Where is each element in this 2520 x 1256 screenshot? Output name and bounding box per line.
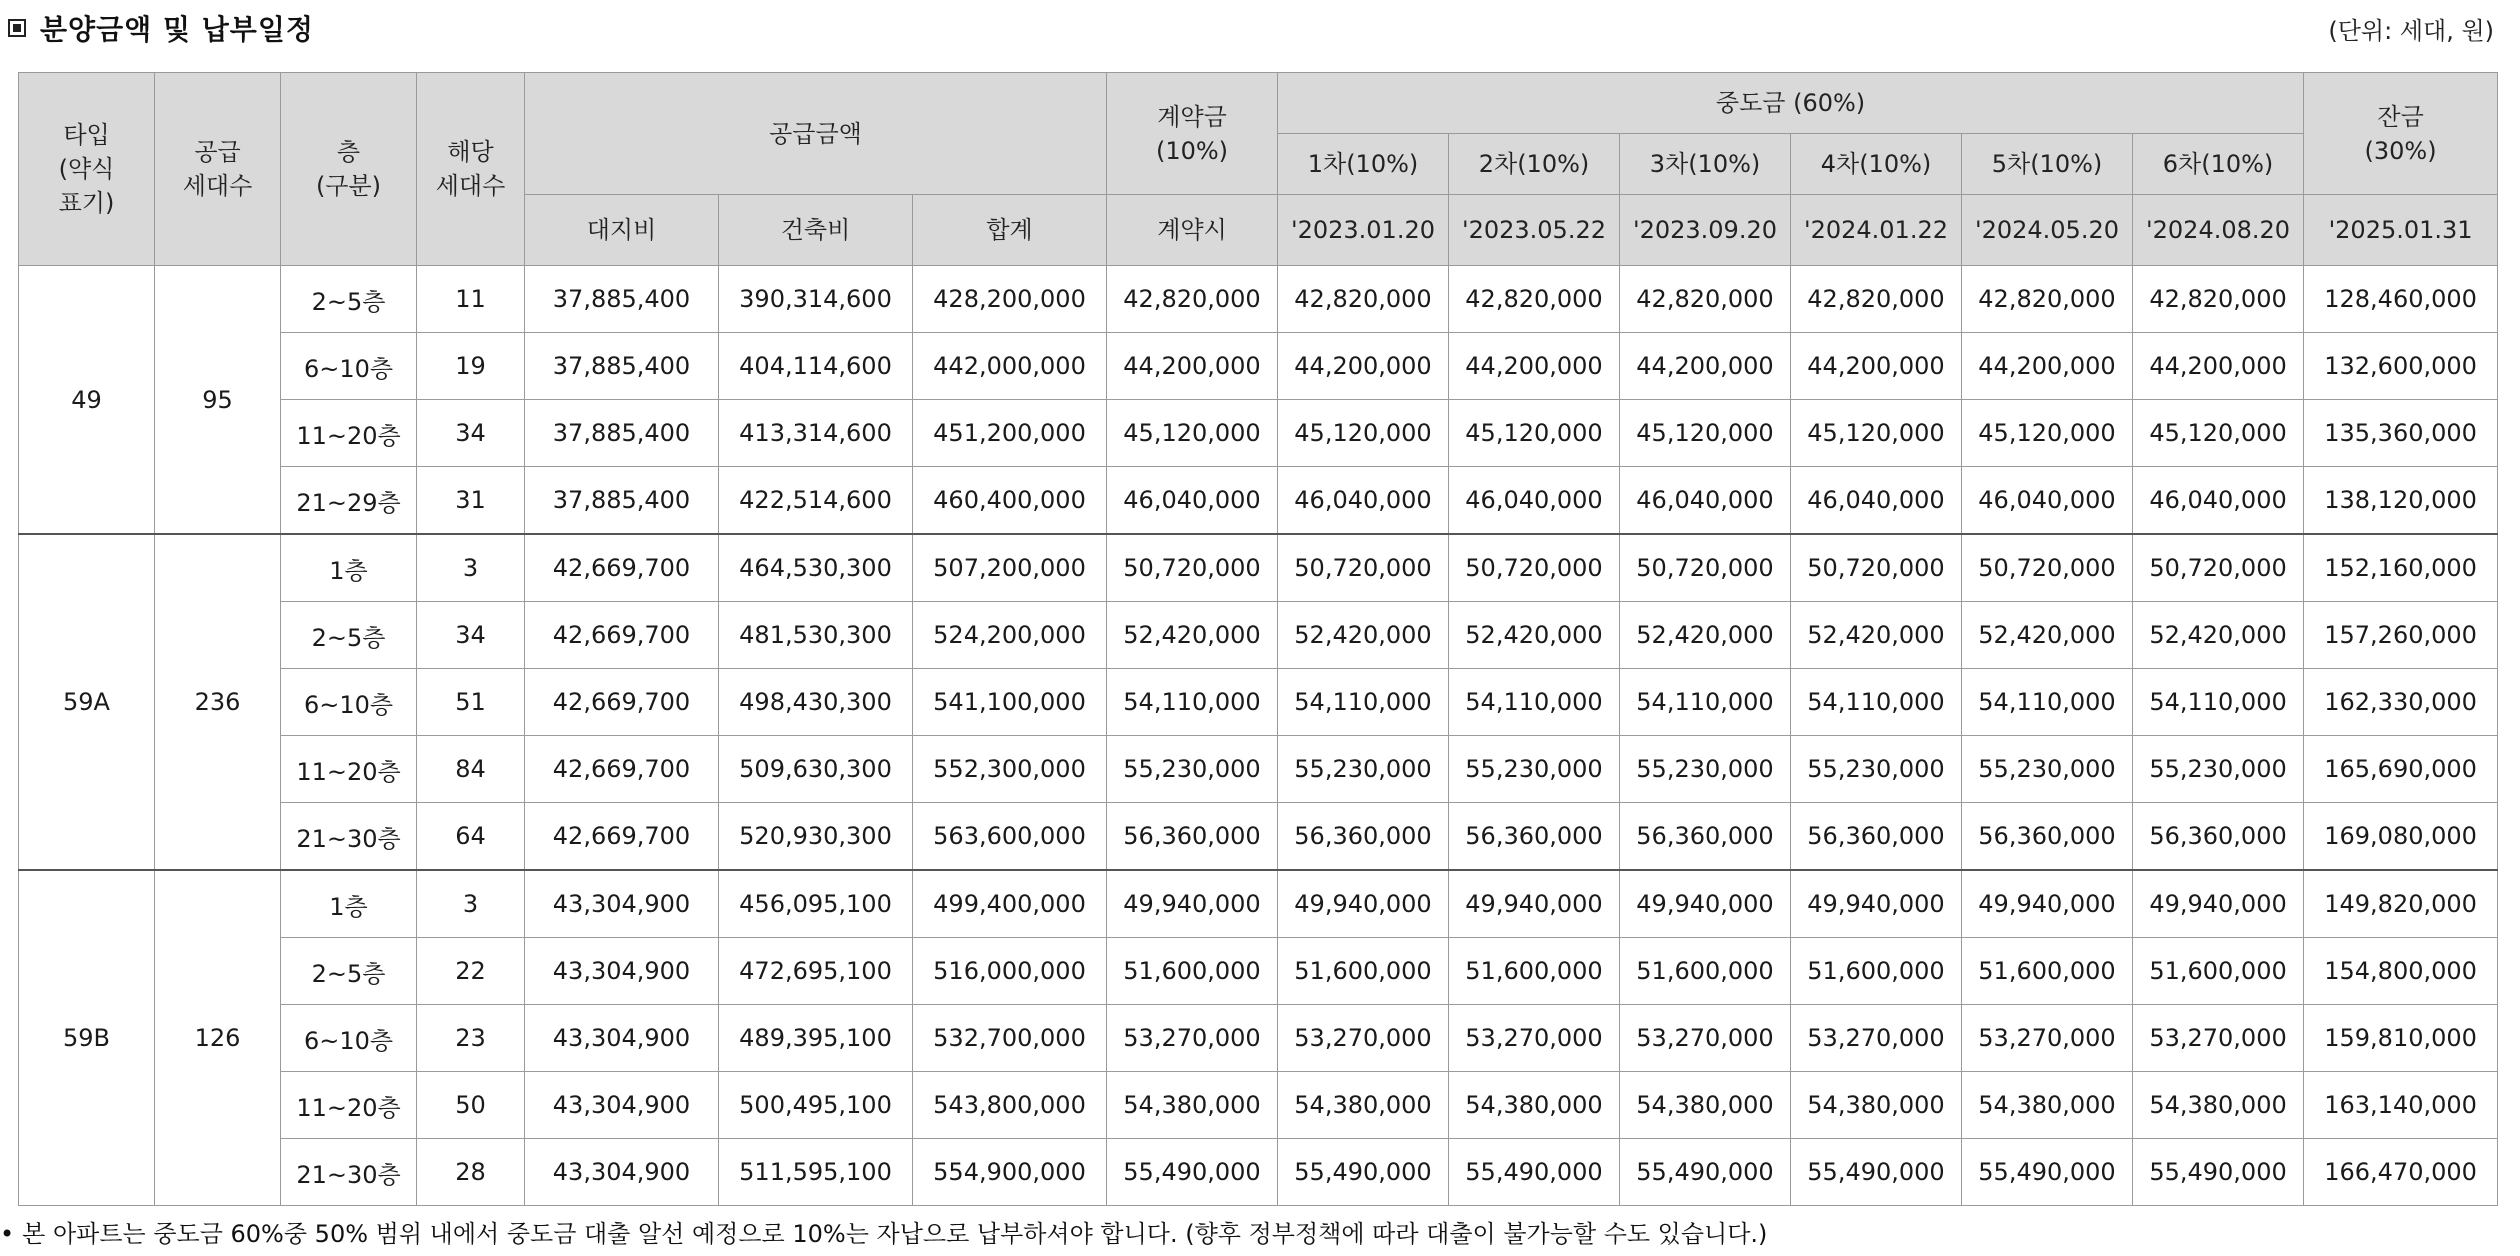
total-cell: 541,100,000: [913, 669, 1107, 736]
interim-3-cell: 46,040,000: [1620, 467, 1791, 535]
land-cost-cell: 43,304,900: [525, 870, 719, 938]
interim-3-cell: 54,380,000: [1620, 1072, 1791, 1139]
units-cell: 31: [417, 467, 525, 535]
floor-cell: 21~30층: [281, 1139, 417, 1206]
total-cell: 543,800,000: [913, 1072, 1107, 1139]
header-contract: 계약금 (10%): [1107, 73, 1278, 195]
header-interim-stage-4: 4차(10%): [1791, 134, 1962, 195]
table-row: [19, 534, 2498, 602]
land-cost-cell: 42,669,700: [525, 534, 719, 602]
interim-1-cell: 44,200,000: [1278, 333, 1449, 400]
interim-4-cell: 54,380,000: [1791, 1072, 1962, 1139]
floor-cell: 11~20층: [281, 736, 417, 803]
interim-5-cell: 50,720,000: [1962, 534, 2133, 602]
header-contract-timing: 계약시: [1107, 195, 1278, 266]
floor-cell: 11~20층: [281, 1072, 417, 1139]
interim-3-cell: 53,270,000: [1620, 1005, 1791, 1072]
floor-cell: 6~10층: [281, 669, 417, 736]
table-row: [19, 266, 2498, 333]
section-title: 분양금액 및 납부일정: [40, 13, 314, 46]
land-cost-cell: 43,304,900: [525, 938, 719, 1005]
interim-4-cell: 55,230,000: [1791, 736, 1962, 803]
land-cost-cell: 37,885,400: [525, 400, 719, 467]
interim-3-cell: 44,200,000: [1620, 333, 1791, 400]
header-floor: 층 (구분): [281, 73, 417, 266]
total-cell: 499,400,000: [913, 870, 1107, 938]
floor-cell: 1층: [281, 870, 417, 938]
header-interim-date-4: '2024.01.22: [1791, 195, 1962, 266]
interim-4-cell: 44,200,000: [1791, 333, 1962, 400]
supply-units-cell: 126: [155, 870, 281, 1206]
header-interim-stage-3: 3차(10%): [1620, 134, 1791, 195]
balance-cell: 128,460,000: [2304, 266, 2498, 333]
interim-2-cell: 54,110,000: [1449, 669, 1620, 736]
interim-2-cell: 55,490,000: [1449, 1139, 1620, 1206]
balance-cell: 152,160,000: [2304, 534, 2498, 602]
land-cost-cell: 37,885,400: [525, 333, 719, 400]
contract-cell: 49,940,000: [1107, 870, 1278, 938]
header-interim-date-3: '2023.09.20: [1620, 195, 1791, 266]
interim-2-cell: 49,940,000: [1449, 870, 1620, 938]
land-cost-cell: 42,669,700: [525, 803, 719, 871]
balance-cell: 166,470,000: [2304, 1139, 2498, 1206]
interim-2-cell: 54,380,000: [1449, 1072, 1620, 1139]
units-cell: 84: [417, 736, 525, 803]
interim-1-cell: 54,380,000: [1278, 1072, 1449, 1139]
interim-1-cell: 55,230,000: [1278, 736, 1449, 803]
interim-4-cell: 52,420,000: [1791, 602, 1962, 669]
land-cost-cell: 42,669,700: [525, 602, 719, 669]
interim-6-cell: 55,230,000: [2133, 736, 2304, 803]
interim-2-cell: 56,360,000: [1449, 803, 1620, 871]
interim-1-cell: 55,490,000: [1278, 1139, 1449, 1206]
building-cost-cell: 498,430,300: [719, 669, 913, 736]
units-cell: 23: [417, 1005, 525, 1072]
balance-cell: 162,330,000: [2304, 669, 2498, 736]
units-cell: 64: [417, 803, 525, 871]
interim-2-cell: 42,820,000: [1449, 266, 1620, 333]
units-cell: 34: [417, 400, 525, 467]
header-interim-stage-2: 2차(10%): [1449, 134, 1620, 195]
floor-cell: 21~30층: [281, 803, 417, 871]
interim-2-cell: 55,230,000: [1449, 736, 1620, 803]
header-interim-stage-5: 5차(10%): [1962, 134, 2133, 195]
interim-5-cell: 52,420,000: [1962, 602, 2133, 669]
interim-4-cell: 46,040,000: [1791, 467, 1962, 535]
floor-cell: 6~10층: [281, 333, 417, 400]
header-interim: 중도금 (60%): [1278, 73, 2304, 134]
interim-6-cell: 46,040,000: [2133, 467, 2304, 535]
interim-1-cell: 51,600,000: [1278, 938, 1449, 1005]
type-cell: 59A: [19, 534, 155, 870]
total-cell: 563,600,000: [913, 803, 1107, 871]
interim-4-cell: 54,110,000: [1791, 669, 1962, 736]
interim-6-cell: 52,420,000: [2133, 602, 2304, 669]
interim-4-cell: 50,720,000: [1791, 534, 1962, 602]
building-cost-cell: 509,630,300: [719, 736, 913, 803]
interim-6-cell: 45,120,000: [2133, 400, 2304, 467]
total-cell: 507,200,000: [913, 534, 1107, 602]
interim-3-cell: 54,110,000: [1620, 669, 1791, 736]
interim-4-cell: 53,270,000: [1791, 1005, 1962, 1072]
interim-6-cell: 51,600,000: [2133, 938, 2304, 1005]
square-bullet-icon: [8, 19, 26, 37]
interim-6-cell: 44,200,000: [2133, 333, 2304, 400]
building-cost-cell: 456,095,100: [719, 870, 913, 938]
interim-2-cell: 44,200,000: [1449, 333, 1620, 400]
floor-cell: 2~5층: [281, 602, 417, 669]
balance-cell: 135,360,000: [2304, 400, 2498, 467]
land-cost-cell: 43,304,900: [525, 1005, 719, 1072]
total-cell: 554,900,000: [913, 1139, 1107, 1206]
units-cell: 22: [417, 938, 525, 1005]
note-item: [0, 1218, 2520, 1250]
interim-6-cell: 49,940,000: [2133, 870, 2304, 938]
interim-3-cell: 45,120,000: [1620, 400, 1791, 467]
interim-5-cell: 46,040,000: [1962, 467, 2133, 535]
header-type: 타입 (약식 표기): [19, 73, 155, 266]
contract-cell: 55,490,000: [1107, 1139, 1278, 1206]
interim-5-cell: 51,600,000: [1962, 938, 2133, 1005]
contract-cell: 45,120,000: [1107, 400, 1278, 467]
interim-5-cell: 54,380,000: [1962, 1072, 2133, 1139]
interim-5-cell: 55,490,000: [1962, 1139, 2133, 1206]
units-cell: 51: [417, 669, 525, 736]
interim-1-cell: 53,270,000: [1278, 1005, 1449, 1072]
header-applicable-units: 해당 세대수: [417, 73, 525, 266]
contract-cell: 51,600,000: [1107, 938, 1278, 1005]
header-interim-stage-1: 1차(10%): [1278, 134, 1449, 195]
interim-3-cell: 55,230,000: [1620, 736, 1791, 803]
interim-5-cell: 54,110,000: [1962, 669, 2133, 736]
units-cell: 34: [417, 602, 525, 669]
contract-cell: 52,420,000: [1107, 602, 1278, 669]
building-cost-cell: 489,395,100: [719, 1005, 913, 1072]
land-cost-cell: 43,304,900: [525, 1072, 719, 1139]
header-interim-date-5: '2024.05.20: [1962, 195, 2133, 266]
interim-5-cell: 55,230,000: [1962, 736, 2133, 803]
balance-cell: 138,120,000: [2304, 467, 2498, 535]
interim-5-cell: 44,200,000: [1962, 333, 2133, 400]
total-cell: 442,000,000: [913, 333, 1107, 400]
interim-1-cell: 46,040,000: [1278, 467, 1449, 535]
balance-cell: 154,800,000: [2304, 938, 2498, 1005]
interim-6-cell: 55,490,000: [2133, 1139, 2304, 1206]
building-cost-cell: 404,114,600: [719, 333, 913, 400]
interim-2-cell: 50,720,000: [1449, 534, 1620, 602]
interim-3-cell: 51,600,000: [1620, 938, 1791, 1005]
interim-1-cell: 42,820,000: [1278, 266, 1449, 333]
header-balance-date: '2025.01.31: [2304, 195, 2498, 266]
building-cost-cell: 481,530,300: [719, 602, 913, 669]
header-supply-price: 공급금액: [525, 73, 1107, 195]
contract-cell: 46,040,000: [1107, 467, 1278, 535]
building-cost-cell: 422,514,600: [719, 467, 913, 535]
interim-3-cell: 52,420,000: [1620, 602, 1791, 669]
header-balance: 잔금 (30%): [2304, 73, 2498, 195]
contract-cell: 54,110,000: [1107, 669, 1278, 736]
unit-note: (단위: 세대, 원): [2328, 16, 2494, 45]
header-supply-units: 공급 세대수: [155, 73, 281, 266]
interim-6-cell: 56,360,000: [2133, 803, 2304, 871]
table-row: [19, 669, 2498, 736]
balance-cell: 163,140,000: [2304, 1072, 2498, 1139]
interim-5-cell: 49,940,000: [1962, 870, 2133, 938]
floor-cell: 2~5층: [281, 266, 417, 333]
units-cell: 19: [417, 333, 525, 400]
interim-1-cell: 49,940,000: [1278, 870, 1449, 938]
contract-cell: 56,360,000: [1107, 803, 1278, 871]
interim-3-cell: 49,940,000: [1620, 870, 1791, 938]
total-cell: 552,300,000: [913, 736, 1107, 803]
building-cost-cell: 464,530,300: [719, 534, 913, 602]
units-cell: 11: [417, 266, 525, 333]
total-cell: 524,200,000: [913, 602, 1107, 669]
interim-5-cell: 56,360,000: [1962, 803, 2133, 871]
interim-4-cell: 55,490,000: [1791, 1139, 1962, 1206]
table-row: [19, 467, 2498, 535]
table-row: [19, 736, 2498, 803]
balance-cell: 169,080,000: [2304, 803, 2498, 871]
total-cell: 428,200,000: [913, 266, 1107, 333]
interim-5-cell: 42,820,000: [1962, 266, 2133, 333]
contract-cell: 55,230,000: [1107, 736, 1278, 803]
floor-cell: 11~20층: [281, 400, 417, 467]
interim-3-cell: 55,490,000: [1620, 1139, 1791, 1206]
interim-2-cell: 46,040,000: [1449, 467, 1620, 535]
interim-3-cell: 50,720,000: [1620, 534, 1791, 602]
interim-1-cell: 54,110,000: [1278, 669, 1449, 736]
interim-3-cell: 42,820,000: [1620, 266, 1791, 333]
section-header: [8, 8, 2512, 48]
interim-2-cell: 53,270,000: [1449, 1005, 1620, 1072]
header-interim-stage-6: 6차(10%): [2133, 134, 2304, 195]
interim-2-cell: 51,600,000: [1449, 938, 1620, 1005]
bullet-icon: •: [0, 1220, 15, 1248]
interim-4-cell: 51,600,000: [1791, 938, 1962, 1005]
balance-cell: 157,260,000: [2304, 602, 2498, 669]
land-cost-cell: 37,885,400: [525, 266, 719, 333]
total-cell: 451,200,000: [913, 400, 1107, 467]
interim-3-cell: 56,360,000: [1620, 803, 1791, 871]
table-row: [19, 1139, 2498, 1206]
interim-6-cell: 42,820,000: [2133, 266, 2304, 333]
table-row: [19, 870, 2498, 938]
building-cost-cell: 413,314,600: [719, 400, 913, 467]
total-cell: 516,000,000: [913, 938, 1107, 1005]
balance-cell: 159,810,000: [2304, 1005, 2498, 1072]
land-cost-cell: 42,669,700: [525, 669, 719, 736]
header-total: 합계: [913, 195, 1107, 266]
table-row: [19, 938, 2498, 1005]
interim-6-cell: 54,380,000: [2133, 1072, 2304, 1139]
supply-units-cell: 236: [155, 534, 281, 870]
units-cell: 50: [417, 1072, 525, 1139]
table-row: [19, 803, 2498, 871]
building-cost-cell: 390,314,600: [719, 266, 913, 333]
building-cost-cell: 511,595,100: [719, 1139, 913, 1206]
type-cell: 59B: [19, 870, 155, 1206]
balance-cell: 132,600,000: [2304, 333, 2498, 400]
interim-6-cell: 53,270,000: [2133, 1005, 2304, 1072]
balance-cell: 149,820,000: [2304, 870, 2498, 938]
supply-units-cell: 95: [155, 266, 281, 535]
table-row: [19, 1072, 2498, 1139]
interim-1-cell: 56,360,000: [1278, 803, 1449, 871]
interim-2-cell: 52,420,000: [1449, 602, 1620, 669]
units-cell: 3: [417, 870, 525, 938]
header-land-cost: 대지비: [525, 195, 719, 266]
header-interim-date-6: '2024.08.20: [2133, 195, 2304, 266]
interim-6-cell: 54,110,000: [2133, 669, 2304, 736]
interim-4-cell: 56,360,000: [1791, 803, 1962, 871]
interim-2-cell: 45,120,000: [1449, 400, 1620, 467]
header-interim-date-1: '2023.01.20: [1278, 195, 1449, 266]
table-row: [19, 333, 2498, 400]
interim-4-cell: 49,940,000: [1791, 870, 1962, 938]
interim-5-cell: 53,270,000: [1962, 1005, 2133, 1072]
table-row: [19, 1005, 2498, 1072]
notes: [0, 1218, 2520, 1250]
interim-1-cell: 52,420,000: [1278, 602, 1449, 669]
total-cell: 460,400,000: [913, 467, 1107, 535]
land-cost-cell: 42,669,700: [525, 736, 719, 803]
floor-cell: 6~10층: [281, 1005, 417, 1072]
table-row: [19, 400, 2498, 467]
units-cell: 3: [417, 534, 525, 602]
building-cost-cell: 520,930,300: [719, 803, 913, 871]
interim-5-cell: 45,120,000: [1962, 400, 2133, 467]
interim-4-cell: 45,120,000: [1791, 400, 1962, 467]
contract-cell: 42,820,000: [1107, 266, 1278, 333]
total-cell: 532,700,000: [913, 1005, 1107, 1072]
balance-cell: 165,690,000: [2304, 736, 2498, 803]
type-cell: 49: [19, 266, 155, 535]
schedule-body: [19, 266, 2498, 1206]
header-interim-date-2: '2023.05.22: [1449, 195, 1620, 266]
interim-4-cell: 42,820,000: [1791, 266, 1962, 333]
land-cost-cell: 37,885,400: [525, 467, 719, 535]
interim-1-cell: 50,720,000: [1278, 534, 1449, 602]
header-building-cost: 건축비: [719, 195, 913, 266]
floor-cell: 2~5층: [281, 938, 417, 1005]
contract-cell: 44,200,000: [1107, 333, 1278, 400]
building-cost-cell: 500,495,100: [719, 1072, 913, 1139]
floor-cell: 21~29층: [281, 467, 417, 535]
interim-1-cell: 45,120,000: [1278, 400, 1449, 467]
table-row: [19, 602, 2498, 669]
building-cost-cell: 472,695,100: [719, 938, 913, 1005]
note-text: 본 아파트는 중도금 60%중 50% 범위 내에서 중도금 대출 알선 예정으로 10%는 자납으로 납부하셔야 합니다. (향후 정부정책에 따라 대출이 불가능할 수도 있습니다.): [22, 1220, 1768, 1248]
contract-cell: 53,270,000: [1107, 1005, 1278, 1072]
units-cell: 28: [417, 1139, 525, 1206]
contract-cell: 54,380,000: [1107, 1072, 1278, 1139]
contract-cell: 50,720,000: [1107, 534, 1278, 602]
land-cost-cell: 43,304,900: [525, 1139, 719, 1206]
price-schedule-table: [18, 72, 2498, 1206]
floor-cell: 1층: [281, 534, 417, 602]
interim-6-cell: 50,720,000: [2133, 534, 2304, 602]
